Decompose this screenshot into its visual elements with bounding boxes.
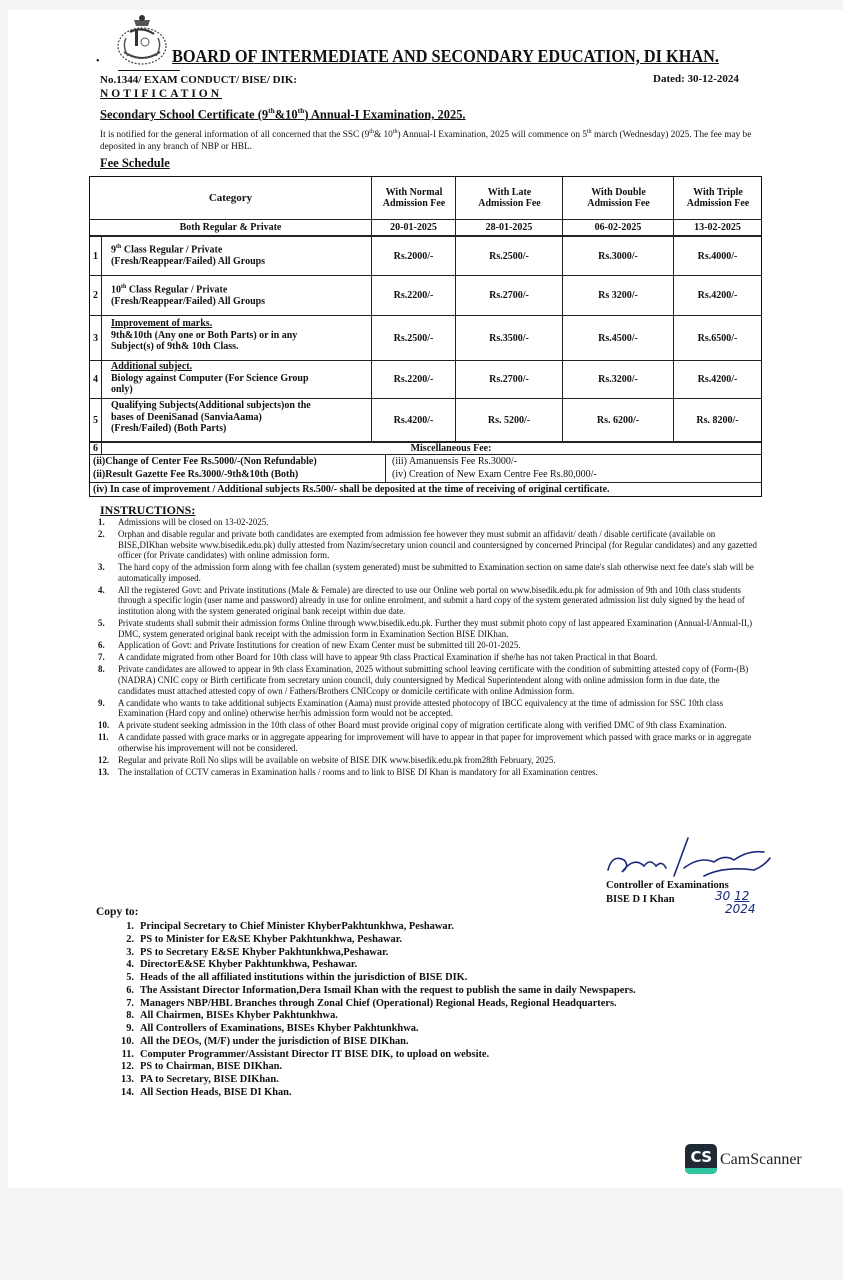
- fee-late: Rs. 5200/-: [487, 414, 531, 426]
- row-number: 4: [93, 374, 98, 385]
- instruction-text: A candidate passed with grace marks or in aggregate appearing for improvement will have to appear in that paper for improvement which passed with grace marks or in aggregate otherwise his improvement will not be considered.: [118, 732, 752, 753]
- instruction-number: 2.: [98, 528, 105, 539]
- copy-text: All Chairmen, BISEs Khyber Pakhtunkhwa.: [140, 1010, 338, 1022]
- signatory-office: BISE D I Khan: [606, 894, 675, 905]
- category-text: 10: [111, 284, 121, 296]
- fee-normal: Rs.2000/-: [393, 250, 434, 262]
- copy-text: DirectorE&SE Khyber Pakhtunkhwa, Peshawar.: [140, 959, 358, 971]
- copy-to-item: [110, 1061, 636, 1074]
- instruction-text: Regular and private Roll No slips will be available on website of BISE DIK www.bisedik.edu.pk from28th February, 2025.: [118, 754, 556, 765]
- document-date: Dated: 30-12-2024: [653, 73, 739, 85]
- fee-normal: Rs.2500/-: [393, 332, 434, 344]
- handwritten-date: [715, 890, 756, 916]
- copy-to-item: [110, 972, 636, 985]
- copy-number: 10.: [121, 1035, 134, 1047]
- copy-text: All Controllers of Examinations, BISEs Khyber Pakhtunkhwa.: [140, 1023, 419, 1034]
- intro-sup: th: [369, 129, 374, 135]
- row-number: 2: [93, 290, 98, 301]
- instruction-item: [98, 618, 758, 639]
- row-category: [111, 242, 265, 267]
- instruction-item: [98, 755, 758, 766]
- category-text: Biology against Computer (For Science Group: [111, 372, 309, 384]
- date-late: 28-01-2025: [485, 222, 533, 233]
- copy-text: PS to Chairman, BISE DIKhan.: [140, 1061, 283, 1073]
- intro-sup: th: [392, 129, 398, 135]
- fee-double: Rs. 6200/-: [596, 414, 640, 426]
- copy-to-item: [110, 947, 636, 960]
- category-text: (Fresh/Reappear/Failed) All Groups: [111, 255, 266, 267]
- category-text: (Fresh/Failed) (Both Parts): [111, 423, 227, 434]
- camscanner-logo-icon: [685, 1144, 717, 1174]
- copy-to-item: [110, 1087, 636, 1100]
- instruction-text: The installation of CCTV cameras in Examination halls / rooms and to link to BISE DI Khan is mandatory for all Examination centres.: [118, 766, 598, 777]
- category-heading: Additional subject.: [111, 361, 193, 372]
- category-text: (Fresh/Reappear/Failed) All Groups: [111, 295, 266, 307]
- copy-text: All the DEOs, (M/F) under the jurisdiction of BISE DIKhan.: [140, 1035, 409, 1047]
- misc-fee-item: (ii)Result Gazette Fee Rs.3000/-9th&10th (Both): [93, 469, 299, 480]
- copy-to-item: [110, 1036, 636, 1049]
- header-double-fee: With Double Admission Fee: [587, 187, 650, 209]
- fee-late: Rs.3500/-: [489, 332, 529, 344]
- instruction-number: 4.: [98, 584, 105, 595]
- category-text: 9th&10th (Any one or Both Parts) or in any: [111, 329, 298, 341]
- copy-number: 7.: [126, 997, 134, 1009]
- category-heading: Improvement of marks.: [111, 318, 213, 329]
- row-category: [111, 361, 309, 396]
- camscanner-accent-bar: [685, 1168, 717, 1174]
- row-number: 3: [93, 332, 98, 344]
- instruction-item: [98, 585, 758, 617]
- intro-text: ) Annual-I Examination, 2025 will commence on 5: [397, 130, 587, 141]
- fee-late: Rs.2500/-: [489, 250, 529, 262]
- instruction-text: Private candidates are allowed to appear in 9th class Examination, 2025 without submitting school leaving certificate with the condition of submitting attested copy of (Form-(B) (NADRA) CNIC copy or Birth certificate from secretary union council, duly countersigned by Medical Superintendent along with online admission form in due date, the candidates must attached attested copy of own / Fathers/Brothers CNICcopy or domicile certificate with online Admission form.: [118, 664, 749, 696]
- row-number: 1: [93, 250, 98, 262]
- fee-double: Rs.4500/-: [598, 332, 638, 344]
- fee-triple: Rs.4000/-: [697, 250, 738, 262]
- intro-text: march (Wednesday) 2025. The fee may be deposited in any branch of NBP or HBL.: [100, 130, 752, 153]
- instruction-item: [98, 562, 758, 583]
- copy-number: 9.: [126, 1023, 134, 1034]
- instruction-text: The hard copy of the admission form along with fee challan (system generated) must be submitted to Examination section on same date's slab otherwise next fee date's slab will be automatically imposed.: [118, 562, 754, 583]
- misc-fee-item: (iii) Amanuensis Fee Rs.3000/-: [392, 456, 517, 467]
- row-category: [111, 318, 297, 353]
- copy-text: Computer Programmer/Assistant Director IT BISE DIK, to upload on website.: [140, 1048, 490, 1060]
- handwritten-year: 2024: [725, 902, 756, 916]
- copy-to-item: [110, 998, 636, 1011]
- misc-fee-left: [93, 455, 317, 481]
- instruction-number: 7.: [98, 652, 105, 663]
- copy-to-item: [110, 985, 636, 998]
- handwritten-signature-icon: [604, 836, 774, 886]
- fee-triple: Rs.6500/-: [697, 332, 738, 344]
- row-number: 5: [93, 414, 98, 426]
- row-number: 6: [93, 442, 98, 454]
- date-normal: 20-01-2025: [390, 222, 437, 233]
- date-triple: 13-02-2025: [694, 222, 741, 233]
- table-column-divider: [385, 454, 386, 482]
- copy-text: Heads of the all affiliated institutions within the jurisdiction of BISE DIK.: [140, 972, 468, 983]
- subject-sup: th: [268, 106, 275, 115]
- handwritten-month: 12: [734, 889, 750, 903]
- camscanner-label: CamScanner: [720, 1151, 802, 1168]
- handwritten-day: 30: [715, 889, 731, 903]
- copy-text: All Section Heads, BISE DI Khan.: [140, 1086, 292, 1098]
- fee-late: Rs.2700/-: [489, 290, 529, 301]
- notification-heading: NOTIFICATION: [100, 88, 223, 100]
- copy-number: 5.: [126, 972, 134, 983]
- header-category: Category: [208, 191, 253, 204]
- copy-number: 11.: [121, 1048, 134, 1060]
- exam-subject-heading: [100, 106, 466, 122]
- instruction-item: [98, 529, 758, 561]
- fee-triple: Rs. 8200/-: [696, 414, 739, 426]
- copy-text: Managers NBP/HBL Branches through Zonal Chief (Operational) Regional Heads, Regional Headquarters.: [140, 997, 617, 1009]
- instruction-number: 3.: [98, 562, 105, 573]
- instruction-item: [98, 767, 758, 778]
- row-category: [111, 400, 311, 435]
- copy-number: 13.: [121, 1074, 134, 1085]
- intro-text: It is notified for the general information of all concerned that the SSC (9: [100, 130, 370, 141]
- misc-fee-item: (ii)Change of Center Fee Rs.5000/-(Non Refundable): [93, 456, 317, 467]
- table-column-divider: [101, 236, 102, 454]
- copy-number: 14.: [121, 1086, 134, 1098]
- copy-to-item: [110, 1074, 636, 1087]
- fee-late: Rs.2700/-: [489, 374, 529, 385]
- copy-number: 4.: [126, 959, 134, 971]
- instruction-text: Private students shall submit their admission forms Online through www.bisedik.edu.pk. Further they must submit photo copy of last appeared Examination (Annual-I/Annual-II,) DMC, system generated original bank receipt with the admission form in Examination Section BISE DIKhan.: [118, 617, 753, 639]
- copy-text: The Assistant Director Information,Dera Ismail Khan with the request to publish the same in daily Newspapers.: [140, 984, 636, 996]
- category-sup: th: [121, 284, 127, 290]
- instruction-text: A private student seeking admission in the 10th class of other Board must provide original copy of migration certificate along with verified DMC of 9th class Examination.: [118, 720, 727, 731]
- instruction-number: 9.: [98, 697, 105, 708]
- copy-to-item: [110, 934, 636, 947]
- header-late-fee: With Late Admission Fee: [478, 187, 541, 209]
- copy-number: 3.: [126, 946, 134, 958]
- copy-number: 1.: [126, 921, 134, 932]
- category-sup: th: [116, 244, 122, 250]
- category-text: Qualifying Subjects(Additional subjects)on the: [111, 400, 311, 411]
- misc-fee-title: Miscellaneous Fee:: [410, 442, 492, 454]
- signatory-title: Controller of Examinations: [606, 880, 729, 891]
- date-double: 06-02-2025: [594, 222, 642, 233]
- board-title: BOARD OF INTERMEDIATE AND SECONDARY EDUCATION, DI KHAN.: [172, 46, 719, 66]
- copy-text: Principal Secretary to Chief Minister KhyberPakhtunkhwa, Peshawar.: [140, 921, 454, 932]
- header-normal-fee: With Normal Admission Fee: [382, 187, 446, 209]
- fee-normal: Rs.2200/-: [393, 374, 434, 385]
- subject-text: &10: [274, 106, 298, 122]
- subject-text: Secondary School Certificate (9: [100, 106, 269, 122]
- copy-number: 2.: [126, 933, 134, 945]
- instructions-list: [98, 517, 758, 779]
- fee-triple: Rs.4200/-: [697, 374, 738, 385]
- instruction-item: [98, 652, 758, 663]
- instruction-text: A candidate who wants to take additional subjects Examination (Aama) must provide attested photocopy of IBCC equivalency at the time of admission for SSC 10th class Examination (Hard copy and online) otherwise her/his admission form would not be accepted.: [118, 697, 724, 719]
- copy-to-item: [110, 1010, 636, 1023]
- intro-sup: th: [587, 129, 592, 135]
- fee-normal: Rs.4200/-: [393, 414, 434, 426]
- instruction-item: [98, 640, 758, 651]
- instruction-text: Admissions will be closed on 13-02-2025.: [118, 517, 269, 527]
- row-category: [111, 282, 265, 307]
- instruction-number: 5.: [98, 617, 105, 628]
- instruction-number: 1.: [98, 517, 105, 527]
- fee-triple: Rs.4200/-: [697, 290, 738, 301]
- category-text: Subject(s) of 9th& 10th Class.: [111, 341, 239, 352]
- intro-text: & 10: [373, 130, 393, 141]
- copy-number: 8.: [126, 1010, 134, 1022]
- reference-number: No.1344/ EXAM CONDUCT/ BISE/ DIK:: [100, 74, 298, 86]
- instructions-heading: INSTRUCTIONS:: [100, 503, 196, 517]
- camscanner-badge-text: CS: [690, 1148, 712, 1166]
- instruction-item: [98, 698, 758, 719]
- copy-to-list: [110, 921, 636, 1100]
- scan-speck: •: [96, 56, 100, 67]
- copy-to-item: [110, 959, 636, 972]
- fee-schedule-table: [89, 176, 762, 497]
- instruction-number: 10.: [98, 720, 110, 731]
- date-row-label: Both Regular & Private: [179, 222, 282, 233]
- instruction-item: [98, 517, 758, 528]
- subject-sup: th: [297, 106, 305, 115]
- copy-to-heading: Copy to:: [96, 906, 139, 918]
- header-triple-fee: With Triple Admission Fee: [686, 187, 750, 209]
- copy-text: PS to Minister for E&SE Khyber Pakhtunkhwa, Peshawar.: [140, 933, 403, 945]
- category-text: Class Regular / Private: [126, 284, 228, 296]
- instruction-number: 12.: [98, 754, 110, 765]
- instruction-text: Application of Govt: and Private Institutions for creation of new Exam Center must be submitted till 20-01-2025.: [118, 640, 521, 651]
- instruction-text: A candidate migrated from other Board for 10th class will have to appear 9th class Practical Examination if she/he has not taken Practical in that Board.: [118, 652, 658, 663]
- instruction-text: Orphan and disable regular and private both candidates are exempted from admission fee however they must submit an affidavit/ death / disable certificate (available on BISE,DIKhan website www.bisedik.edu.pk) dully attested from Nazim/secretary union council and countersigned by concerned Principal (for Regular candidates) and any gazetted officer (for Private candidates) with online admission form.: [118, 528, 757, 561]
- subject-text: ) Annual-I Examination, 2025.: [304, 106, 466, 122]
- intro-paragraph: [100, 126, 760, 153]
- copy-number: 6.: [126, 984, 134, 996]
- misc-fee-right: [392, 455, 597, 481]
- instruction-number: 13.: [98, 766, 110, 777]
- fee-double: Rs.3200/-: [598, 374, 638, 385]
- copy-text: PA to Secretary, BISE DIKhan.: [140, 1074, 279, 1085]
- category-text: only): [111, 384, 133, 395]
- instruction-number: 6.: [98, 640, 105, 651]
- fee-schedule-heading: Fee Schedule: [100, 156, 170, 170]
- category-text: 9: [111, 244, 116, 256]
- board-emblem-icon: [112, 12, 172, 68]
- copy-to-item: [110, 921, 636, 934]
- misc-fee-item: (iv) Creation of New Exam Centre Fee Rs.80,000/-: [392, 469, 597, 480]
- instruction-number: 8.: [98, 664, 105, 675]
- title-underline-divider: [118, 70, 180, 71]
- misc-fee-footer: (iv) In case of improvement / Additional subjects Rs.500/- shall be deposited at the time of receiving of original certificate.: [93, 484, 610, 495]
- category-text: Class Regular / Private: [121, 244, 223, 256]
- instruction-text: All the registered Govt: and Private institutions (Male & Female) are directed to use our Online web portal on www.bisedik.edu.pk for admission of 9th and 10th class students through a specific login (user name and password) already in use for online enrolment, and submit a hard copy of the system generated admission list duly signed by the head of institution along with the system generated original bank receipt within due date.: [118, 584, 745, 616]
- instruction-item: [98, 720, 758, 731]
- table-divider: [90, 482, 761, 483]
- copy-to-item: [110, 1049, 636, 1062]
- instruction-item: [98, 732, 758, 753]
- copy-to-item: [110, 1023, 636, 1036]
- fee-normal: Rs.2200/-: [393, 290, 434, 301]
- instruction-item: [98, 664, 758, 696]
- instruction-number: 11.: [98, 732, 109, 743]
- category-text: bases of DeeniSanad (SanviaAama): [111, 411, 262, 423]
- fee-double: Rs.3000/-: [598, 250, 638, 262]
- copy-text: PS to Secretary E&SE Khyber Pakhtunkhwa,Peshawar.: [140, 946, 389, 958]
- fee-double: Rs 3200/-: [598, 290, 638, 301]
- copy-number: 12.: [121, 1061, 134, 1073]
